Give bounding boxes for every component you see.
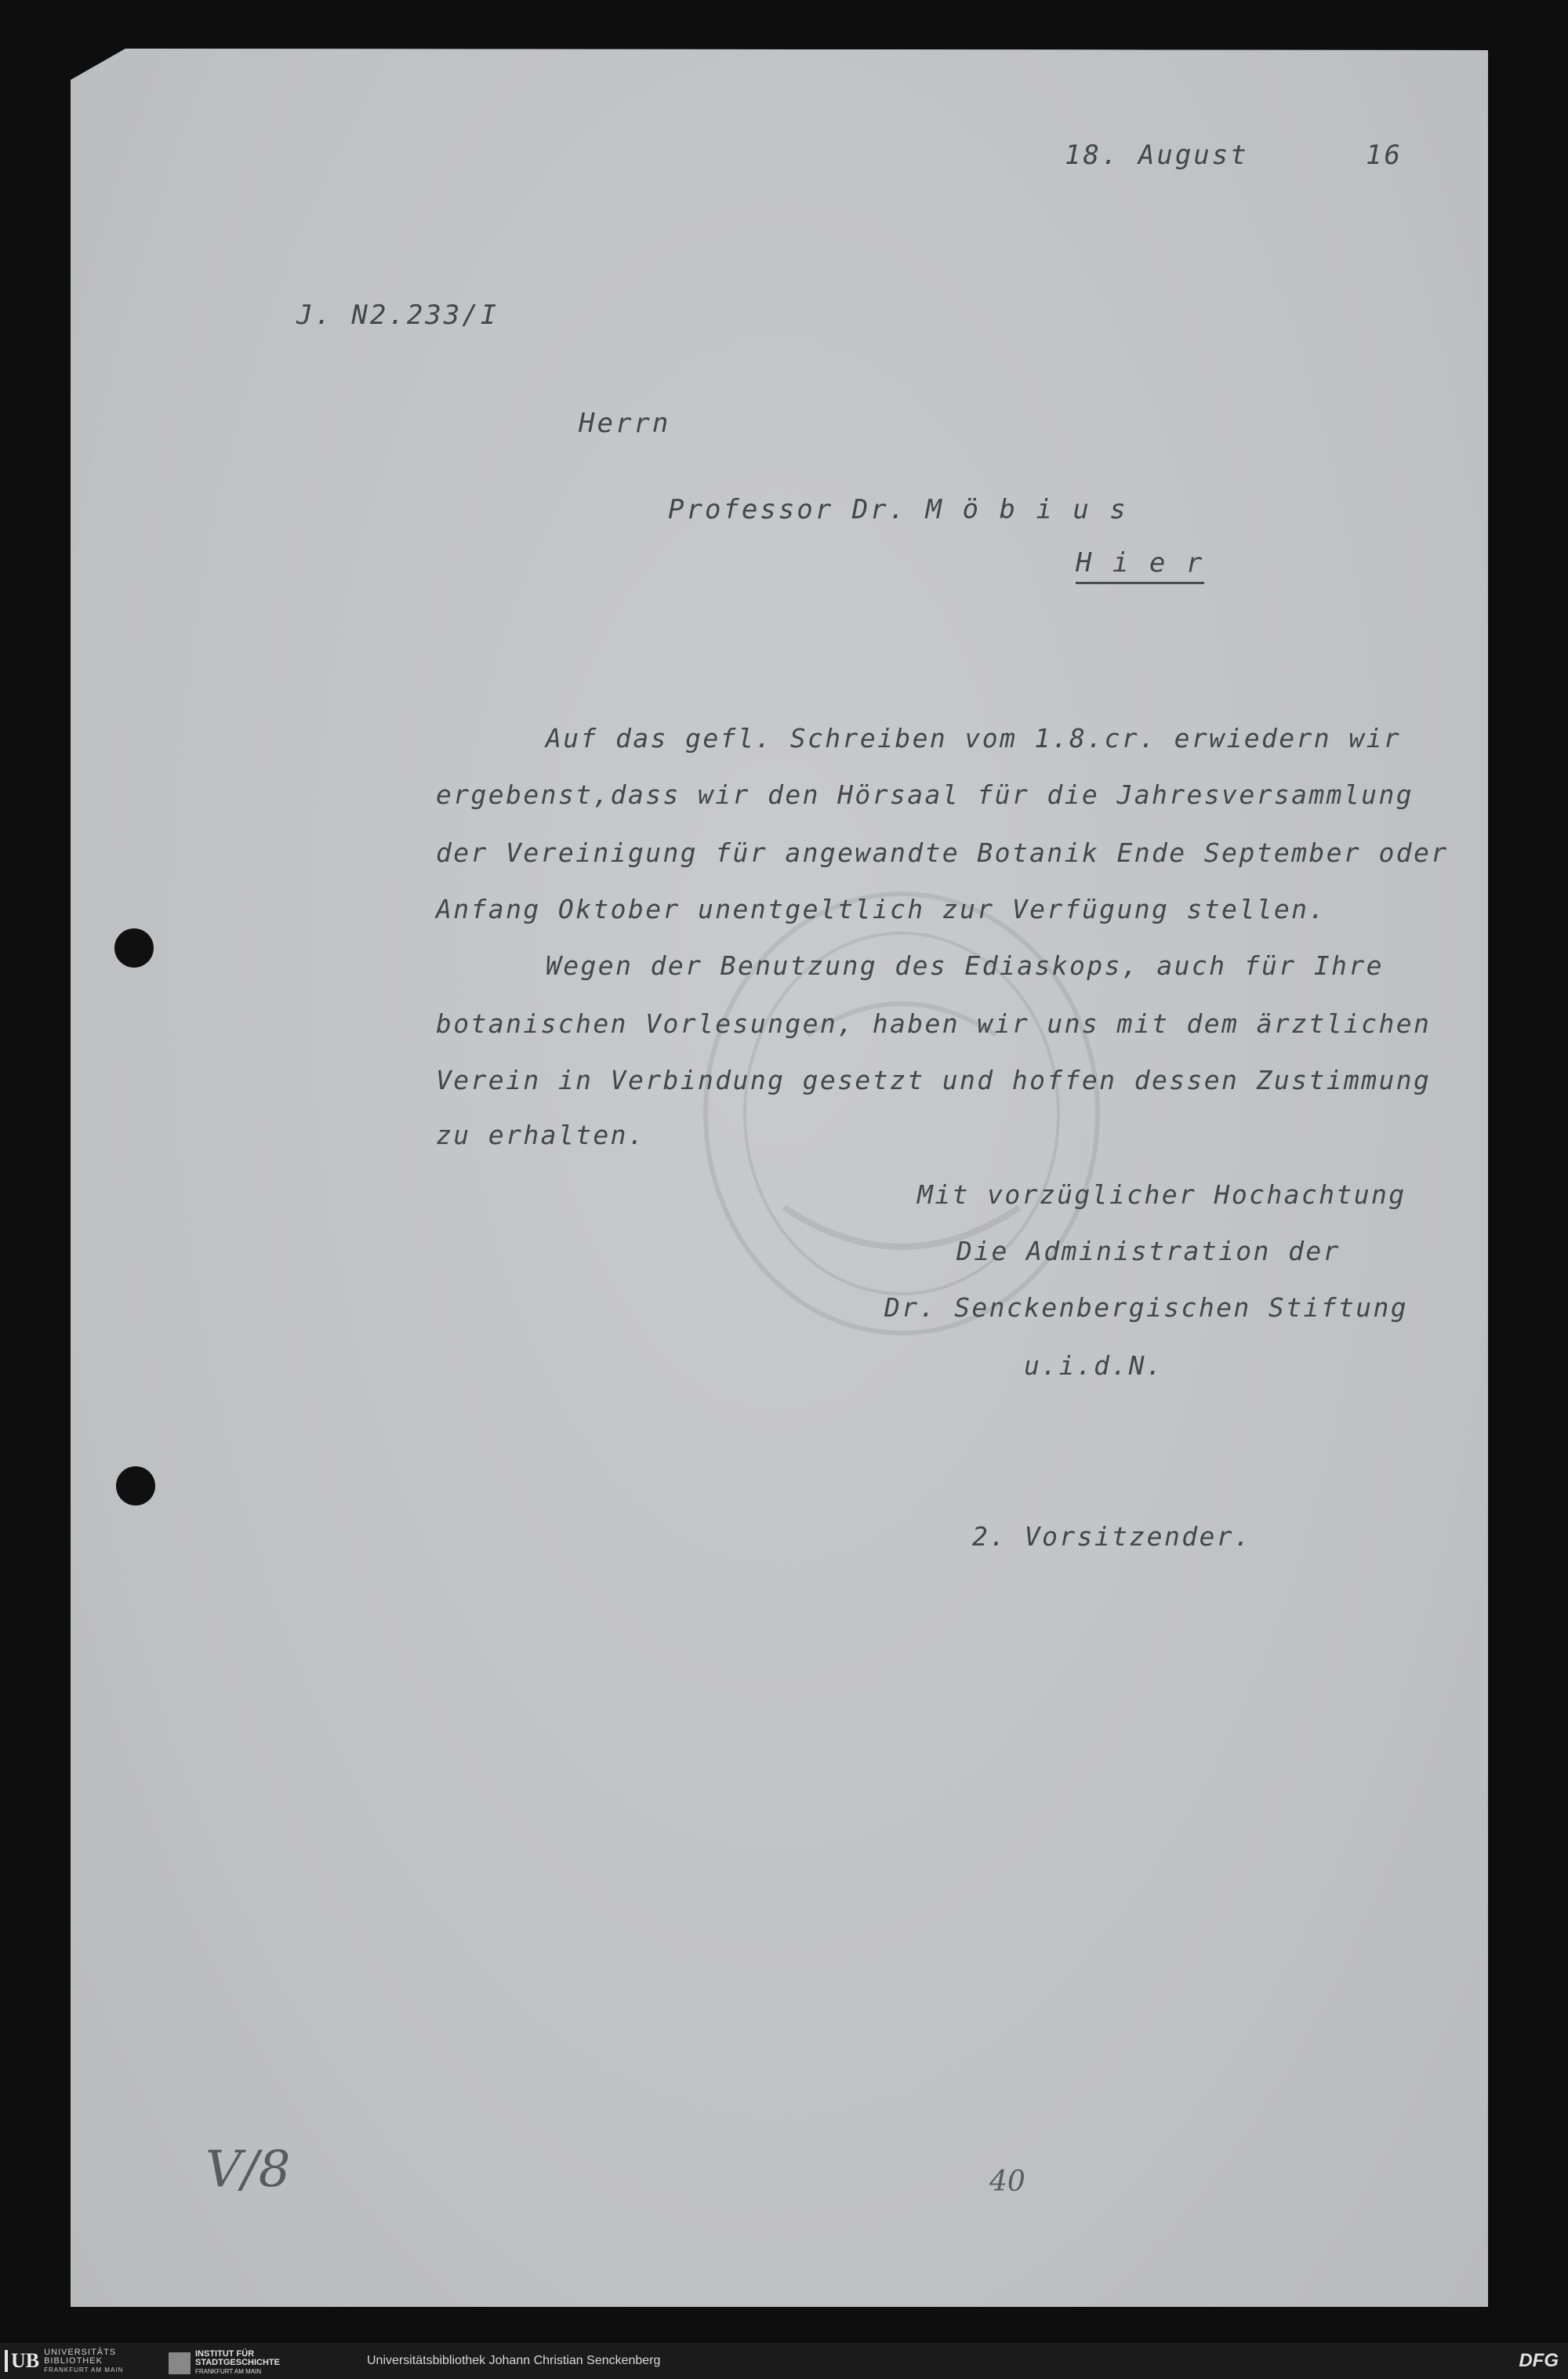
ub-subcaption: FRANKFURT AM MAIN [44,2366,124,2374]
dfg-logo: DFG [1519,2350,1559,2371]
recipient-name: Professor Dr. M ö b i u s [668,494,1128,525]
body-line: Wegen der Benutzung des Ediaskops, auch für Ihre [546,950,1384,981]
handwritten-page-number: 40 [989,2166,1025,2198]
institute-sub: FRANKFURT AM MAIN [195,2368,262,2375]
institute-caption [195,2350,313,2376]
body-line: botanischen Vorlesungen, haben wir uns mit dem ärztlichen [436,1008,1432,1039]
institute-name: INSTITUT FÜR STADTGESCHICHTE [195,2349,280,2367]
ub-logo [5,2348,123,2374]
recipient-place: H i e r [1076,547,1204,584]
closing-line: Die Administration der [956,1236,1341,1266]
library-name: Universitätsbibliothek Johann Christian Senckenberg [367,2354,661,2367]
faint-seal-stamp [690,878,1113,1349]
ub-logo-mark: UB [5,2350,39,2372]
footer-bar [0,2343,1568,2379]
body-line: ergebenst,dass wir den Hörsaal für die Jahresversammlung [436,779,1414,810]
ub-caption: UNIVERSITÄTS BIBLIOTHEK [44,2347,117,2366]
body-line: Auf das gefl. Schreiben vom 1.8.cr. erwiedern wir [546,723,1402,754]
body-line: zu erhalten. [436,1120,646,1150]
year: 16 [1366,140,1403,171]
body-line: Anfang Oktober unentgeltlich zur Verfügung stellen. [436,894,1327,924]
salutation: Herrn [579,408,671,439]
closing-line: u.i.d.N. [1024,1350,1164,1381]
closing-line: Mit vorzüglicher Hochachtung [917,1179,1406,1210]
reference-number: J. N2.233/I [296,300,499,331]
closing-line: Dr. Senckenbergischen Stiftung [884,1292,1409,1323]
punch-hole-top [114,928,154,968]
signatory: 2. Vorsitzender. [972,1521,1252,1552]
institute-emblem-icon [169,2352,191,2374]
institute-logo [169,2350,313,2376]
archive-mark: V/8 [205,2141,291,2199]
body-line: Verein in Verbindung gesetzt und hoffen dessen Zustimmung [436,1065,1432,1095]
punch-hole-bottom [116,1466,155,1505]
body-line: der Vereinigung für angewandte Botanik Ende September oder [436,837,1449,868]
date: 18. August [1065,140,1249,171]
ub-logo-caption [44,2348,123,2374]
